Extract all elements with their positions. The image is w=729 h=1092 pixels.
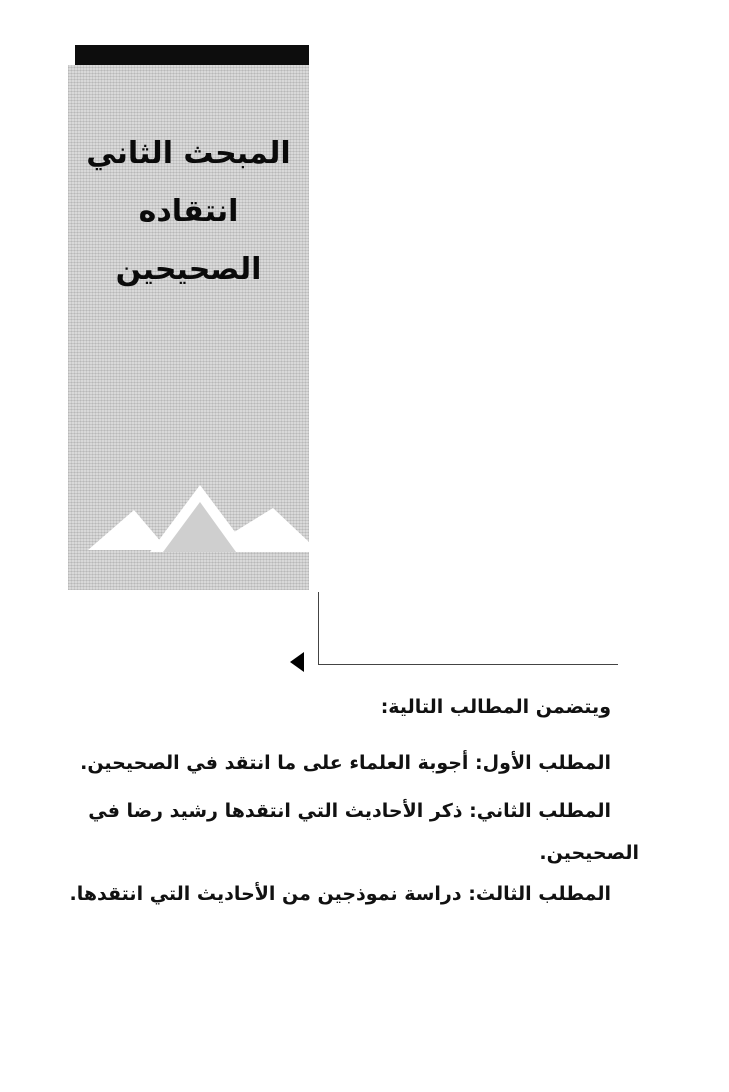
list-item-3: المطلب الثالث: دراسة نموذجين من الأحاديث التي انتقدها.: [69, 883, 611, 905]
chapter-title-line-1: المبحث الثاني: [86, 136, 291, 171]
arrow-left-icon: [290, 652, 304, 672]
mountain-ornament-icon: [68, 480, 309, 590]
list-item-2-continuation: الصحيحين.: [539, 842, 639, 864]
title-banner: [68, 65, 309, 590]
list-item-2: المطلب الثاني: ذكر الأحاديث التي انتقدها رشيد رضا في: [88, 800, 611, 822]
connector-horizontal-line: [318, 664, 618, 665]
list-item-1: المطلب الأول: أجوبة العلماء على ما انتقد في الصحيحين.: [80, 752, 611, 774]
banner-top-bar: [75, 45, 309, 65]
chapter-title: [68, 125, 309, 299]
chapter-title-line-3: الصحيحين: [115, 252, 262, 287]
connector-vertical-line: [318, 592, 319, 664]
chapter-title-line-2: انتقاده: [138, 194, 239, 229]
intro-line: ويتضمن المطالب التالية:: [380, 696, 611, 718]
